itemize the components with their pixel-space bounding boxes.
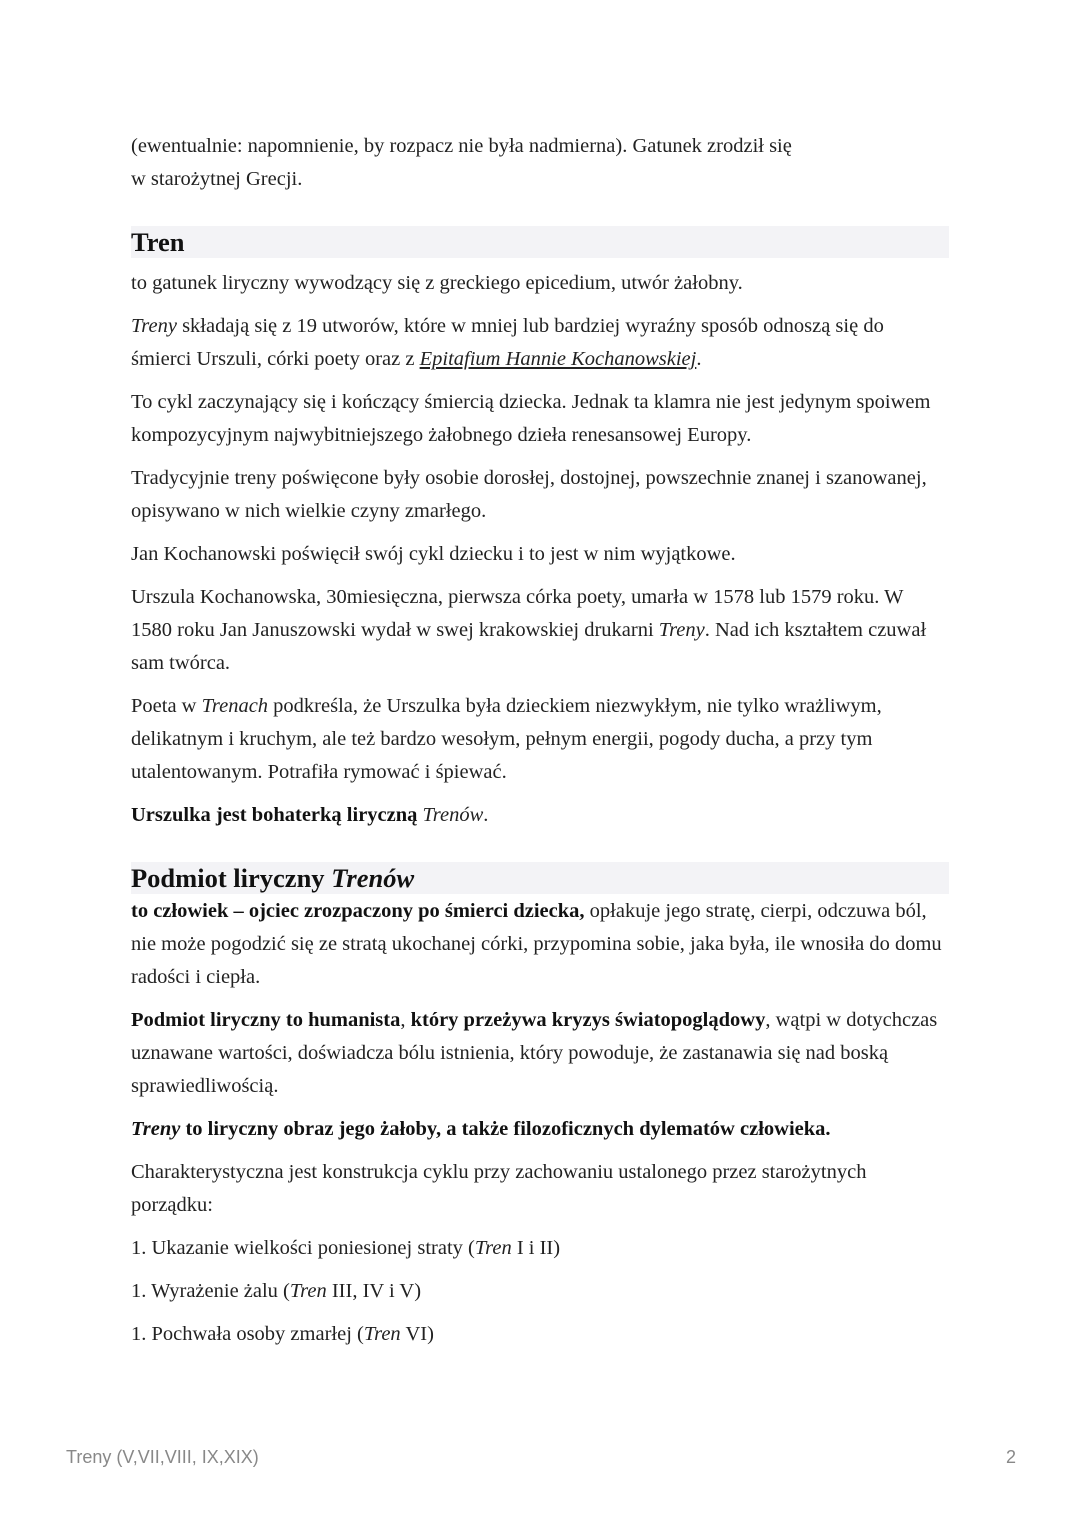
intro-line-2: w starożytnej Grecji. [131, 168, 303, 190]
tren-paragraph-6: Urszula Kochanowska, 30miesięczna, pierwsza córka poety, umarła w 1578 lub 1579 roku. W 1580 roku Jan Januszowski wydał w swej krakowskiej drukarni Treny. Nad ich kształtem czuwał sam twórca. [131, 586, 927, 674]
tren-paragraph-5: Jan Kochanowski poświęcił swój cykl dziecku i to jest w nim wyjątkowe. [131, 543, 736, 565]
podmiot-paragraph-3: Treny to liryczny obraz jego żałoby, a także filozoficznych dylematów człowieka. [131, 1118, 831, 1140]
podmiot-paragraph-4: Charakterystyczna jest konstrukcja cyklu przy zachowaniu ustalonego przez starożytnych porządku: [131, 1161, 867, 1216]
podmiot-paragraph-2: Podmiot liryczny to humanista, który przeżywa kryzys światopoglądowy, wątpi w dotychczas uznawane wartości, doświadcza bólu istnienia, który powoduje, że zastanawia się nad boską sprawiedliwością. [131, 1009, 938, 1097]
title-treny: Treny [131, 315, 177, 337]
intro-paragraph [131, 130, 949, 196]
podmiot-paragraph-1: to człowiek – ojciec zrozpaczony po śmierci dziecka, opłakuje jego stratę, cierpi, odczuwa ból, nie może pogodzić się ze stratą ukochanej córki, przypomina sobie, jaka była, ile wnosiła do domu radości i ciepła. [131, 900, 942, 988]
section-heading-podmiot: Podmiot liryczny Trenów [131, 862, 949, 894]
intro-line-1: (ewentualnie: napomnienie, by rozpacz nie była nadmierna). Gatunek zrodził się [131, 135, 792, 157]
tren-paragraph-3: To cykl zaczynający się i kończący śmiercią dziecka. Jednak ta klamra nie jest jedynym spoiwem kompozycyjnym najwybitniejszego żałobnego dzieła renesansowej Europy. [131, 391, 931, 446]
footer-document-title: Treny (V,VII,VIII, IX,XIX) [66, 1447, 259, 1467]
footer-page-number: 2 [1005, 1447, 1016, 1467]
tren-paragraph-7: Poeta w Trenach podkreśla, że Urszulka była dzieckiem niezwykłym, nie tylko wrażliwym, delikatnym i kruchym, ale też bardzo wesołym, pełnym energii, pogody ducha, a przy tym utalentowanym. Potrafiła rymować i śpiewać. [131, 695, 882, 783]
tren-paragraph-8: Urszulka jest bohaterką liryczną Trenów. [131, 804, 489, 826]
tren-paragraph-4: Tradycyjnie treny poświęcone były osobie dorosłej, dostojnej, powszechnie znanej i szanowanej, opisywano w nich wielkie czyny zmarłego. [131, 467, 927, 522]
epitafium-link[interactable]: Epitafium Hannie Kochanowskiej [419, 348, 697, 370]
tren-definition: to gatunek liryczny wywodzący się z greckiego epicedium, utwór żałobny. [131, 272, 743, 294]
tren-paragraph-2: Treny składają się z 19 utworów, które w mniej lub bardziej wyraźny sposób odnoszą się do śmierci Urszuli, córki poety oraz z Epitafium Hannie Kochanowskiej. [131, 315, 884, 370]
list-item: 1. Wyrażenie żalu (Tren III, IV i V) [131, 1280, 422, 1302]
list-item: 1. Ukazanie wielkości poniesionej straty (Tren I i II) [131, 1237, 561, 1259]
composition-list [131, 1232, 949, 1351]
list-item: 1. Pochwała osoby zmarłej (Tren VI) [131, 1323, 434, 1345]
document-page [131, 130, 949, 1361]
section-heading-tren: Tren [131, 226, 949, 258]
